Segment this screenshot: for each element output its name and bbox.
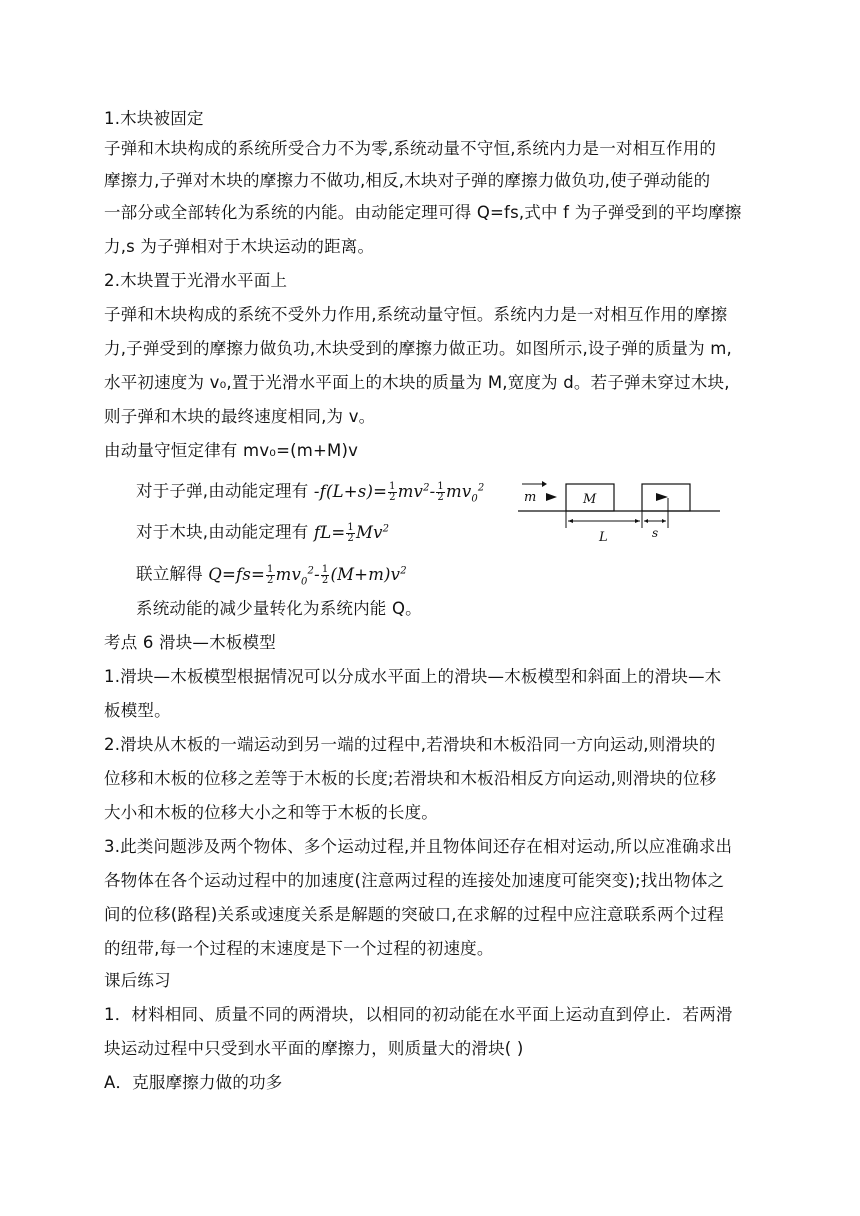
dimension-s-arrow-left-icon bbox=[644, 519, 648, 523]
section3-p3-line: 3.此类问题涉及两个物体、多个运动过程,并且物体间还存在相对运动,所以应准确求出 bbox=[104, 837, 733, 856]
section3-p2-line: 2.滑块从木板的一端运动到另一端的过程中,若滑块和木板沿同一方向运动,则滑块的 bbox=[104, 735, 716, 754]
label-s: s bbox=[652, 526, 659, 540]
section3-p1-line: 板模型。 bbox=[104, 701, 171, 720]
section2-line: 力,子弹受到的摩擦力做负功,木块受到的摩擦力做正功。如图所示,设子弹的质量为 m, bbox=[104, 339, 732, 358]
dimension-L-arrow-left-icon bbox=[568, 519, 573, 523]
question-1-line: 1．材料相同、质量不同的两滑块，以相同的初动能在水平面上运动直到停止．若两滑 bbox=[104, 1005, 733, 1024]
label-M: M bbox=[583, 492, 597, 507]
section2-line: 子弹和木块构成的系统不受外力作用,系统动量守恒。系统内力是一对相互作用的摩擦 bbox=[104, 305, 728, 324]
block-energy-formula: fL= $\frac{1}{2}$ Mv$^2$ bbox=[313, 521, 390, 544]
section3-heading: 考点 6 滑块—木板模型 bbox=[104, 633, 276, 652]
solve-label: 联立解得 bbox=[136, 564, 203, 584]
block-energy-label: 对于木块,由动能定理有 bbox=[136, 522, 309, 542]
solve-formula: Q=fs= $\frac{1}{2}$ $mv_0^2-$ $\frac{1}{2}$ $(M+m)v^2$ bbox=[208, 563, 407, 587]
section3-p1-line: 1.滑块—木板模型根据情况可以分成水平面上的滑块—木板模型和斜面上的滑块—木 bbox=[104, 667, 722, 686]
question-1-line: 块运动过程中只受到水平面的摩擦力，则质量大的滑块( ) bbox=[104, 1039, 524, 1058]
section2-line: 水平初速度为 v₀,置于光滑水平面上的木块的质量为 M,宽度为 d。若子弹未穿过木块, bbox=[104, 373, 730, 392]
section1-line: 力,s 为子弹相对于木块运动的距离。 bbox=[104, 237, 375, 256]
section2-conclusion: 系统动能的减少量转化为系统内能 Q。 bbox=[136, 599, 422, 618]
section2-heading: 2.木块置于光滑水平面上 bbox=[104, 271, 288, 290]
section1-line: 子弹和木块构成的系统所受合力不为零,系统动量不守恒,系统内力是一对相互作用的 bbox=[104, 139, 717, 158]
velocity-arrowhead-icon bbox=[542, 481, 547, 487]
section3-p2-line: 大小和木板的位移大小之和等于木板的长度。 bbox=[104, 803, 438, 822]
dimension-L-arrow-right-icon bbox=[635, 519, 640, 523]
section3-p3-line: 的纽带,每一个过程的末速度是下一个过程的初速度。 bbox=[104, 939, 494, 958]
label-L: L bbox=[599, 530, 608, 545]
bullet-energy-label: 对于子弹,由动能定理有 bbox=[136, 481, 309, 501]
label-m: m bbox=[524, 490, 537, 505]
solve-equation bbox=[136, 560, 407, 593]
dimension-s-arrow-right-icon bbox=[662, 519, 666, 523]
bullet-initial-icon bbox=[546, 493, 557, 501]
section3-p2-line: 位移和木板的位移之差等于木板的长度;若滑块和木板沿相反方向运动,则滑块的位移 bbox=[104, 769, 717, 788]
section1-line: 一部分或全部转化为系统的内能。由动能定理可得 Q=fs,式中 f 为子弹受到的平均摩擦 bbox=[104, 203, 742, 222]
bullet-block-diagram bbox=[516, 478, 726, 548]
section3-p3-line: 间的位移(路程)关系或速度关系是解题的突破口,在求解的过程中应注意联系两个过程 bbox=[104, 905, 724, 924]
section2-line: 则子弹和木块的最终速度相同,为 v。 bbox=[104, 407, 376, 426]
bullet-energy-formula: -f(L+s)= $\frac{1}{2}$ $mv^2-$ $\frac{1}{2}$ $mv_0^2$ bbox=[313, 480, 485, 504]
section1-line: 摩擦力,子弹对木块的摩擦力不做功,相反,木块对子弹的摩擦力做负功,使子弹动能的 bbox=[104, 171, 711, 190]
bullet-energy-equation bbox=[136, 477, 484, 510]
question-1-option-a: A．克服摩擦力做的功多 bbox=[104, 1073, 283, 1092]
bullet-final-icon bbox=[656, 493, 668, 501]
block-energy-equation bbox=[136, 518, 389, 544]
section3-p3-line: 各物体在各个运动过程中的加速度(注意两过程的连接处加速度可能突变);找出物体之 bbox=[104, 871, 725, 890]
momentum-equation: 由动量守恒定律有 mv₀=(m+M)v bbox=[104, 441, 359, 460]
section1-heading: 1.木块被固定 bbox=[104, 109, 204, 128]
practice-heading: 课后练习 bbox=[104, 971, 171, 990]
